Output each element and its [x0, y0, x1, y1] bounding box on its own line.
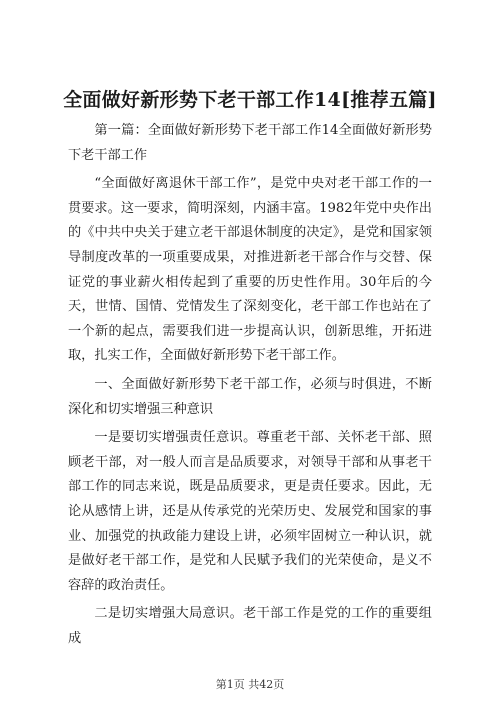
- page-number-footer: 第1页 共42页: [215, 678, 285, 691]
- document-body: [68, 119, 432, 651]
- paragraph-intro: “全面做好离退休干部工作”，是党中央对老干部工作的一贯要求。这一要求，简明深刻，内涵丰富。1982年党中央作出的《中共中央关于建立老干部退休制度的决定》，是党和国家领导制度改革的一项重要成果，对推进新老干部合作与交替、保证党的事业薪火相传起到了重要的历史性作用。30年后的今天，世情、国情、党情发生了深刻变化，老干部工作也站在了一个新的起点，需要我们进一步提高认识，创新思维，开拓进取，扎实工作，全面做好新形势下老干部工作。: [68, 176, 432, 364]
- document-title: 全面做好新形势下老干部工作14[推荐五篇]: [63, 89, 437, 111]
- paragraph-responsibility-awareness: 一是要切实增强责任意识。尊重老干部、关怀老干部、照顾老干部，对一般人而言是品质要求，对领导干部和从事老干部工作的同志来说，既是品质要求，更是责任要求。因此，无论从感情上讲，还是从传承党的光荣历史、发展党和国家的事业、加强党的执政能力建设上讲，必须牢固树立一种认识，就是做好老干部工作，是党和人民赋予我们的光荣使命，是义不容辞的政治责任。: [68, 430, 432, 593]
- paragraph-section-heading-one: 一、全面做好新形势下老干部工作，必须与时俱进，不断深化和切实增强三种意识: [68, 376, 432, 417]
- paragraph-first-article-heading: 第一篇：全面做好新形势下老干部工作14全面做好新形势下老干部工作: [68, 123, 432, 163]
- paragraph-overall-awareness: 二是切实增强大局意识。老干部工作是党的工作的重要组成: [68, 606, 432, 646]
